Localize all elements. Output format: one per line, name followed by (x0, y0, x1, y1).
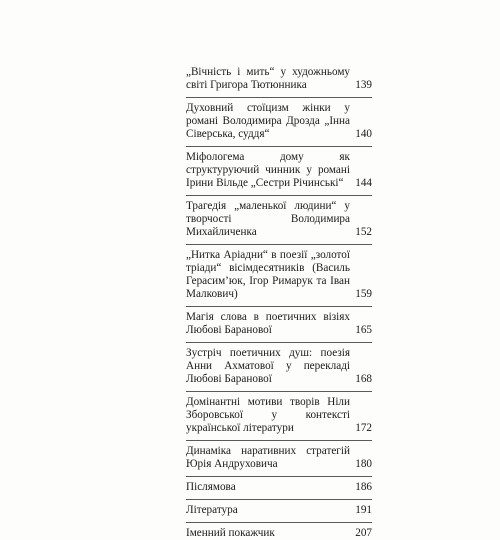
toc-entry-title: „Нитка Аріадни“ в поезії „золотої тріади“ вісімдесятників (Василь Герасим’юк, Ігор Римарук та Іван Малкович) (186, 249, 350, 300)
toc-entry-title: Література (186, 504, 238, 516)
toc-entry (186, 527, 372, 540)
toc-entry-page: 186 (355, 481, 372, 493)
toc-entry-page: 159 (355, 288, 372, 300)
divider (186, 97, 372, 98)
divider (186, 440, 372, 441)
toc-entry-title: Післямова (186, 481, 236, 493)
toc-entry-page: 144 (355, 177, 372, 189)
toc-entry-title: „Вічність і мить“ у художньому світі Григора Тютюнника (186, 66, 350, 91)
toc-entry-title: Трагедія „маленької людини“ у творчості Володимира Михайличенка (186, 200, 350, 238)
divider (186, 342, 372, 343)
toc-entry-page: 140 (355, 128, 372, 140)
divider (186, 391, 372, 392)
toc-entry-page: 191 (355, 504, 372, 516)
toc-entry (186, 445, 372, 471)
toc-entry-title: Іменний покажчик (186, 527, 275, 539)
toc-entry (186, 396, 372, 435)
toc-entry-title: Духовний стоїцизм жінки у романі Володимира Дрозда „Інна Сіверська, суддя“ (186, 102, 350, 140)
toc-entry (186, 347, 372, 386)
divider (186, 306, 372, 307)
divider (186, 522, 372, 523)
toc-entry (186, 311, 372, 337)
table-of-contents (186, 66, 372, 540)
toc-entry (186, 504, 372, 517)
toc-entry-page: 152 (355, 226, 372, 238)
toc-entry (186, 249, 372, 301)
toc-entry (186, 151, 372, 190)
toc-entry-page: 139 (355, 79, 372, 91)
divider (186, 146, 372, 147)
divider (186, 195, 372, 196)
toc-entry (186, 66, 372, 92)
toc-entry-title: Зустріч поетичних душ: поезія Анни Ахматової у перекладі Любові Баранової (186, 347, 350, 385)
toc-entry-page: 172 (355, 422, 372, 434)
toc-entry-page: 168 (355, 373, 372, 385)
toc-entry (186, 481, 372, 494)
toc-entry-page: 180 (355, 458, 372, 470)
divider (186, 476, 372, 477)
toc-entry-title: Домінантні мотиви творів Ніли Зборовської у контексті української літератури (186, 396, 350, 434)
toc-entry-title: Магія слова в поетичних візіях Любові Баранової (186, 311, 350, 336)
toc-entry (186, 102, 372, 141)
divider (186, 244, 372, 245)
toc-entry-page: 165 (355, 324, 372, 336)
toc-entry (186, 200, 372, 239)
toc-entry-title: Міфологема дому як структуруючий чинник у романі Ірини Вільде „Сестри Річинські“ (186, 151, 350, 189)
toc-entry-title: Динаміка наративних стратегій Юрія Андруховича (186, 445, 350, 470)
toc-entry-page: 207 (355, 527, 372, 539)
